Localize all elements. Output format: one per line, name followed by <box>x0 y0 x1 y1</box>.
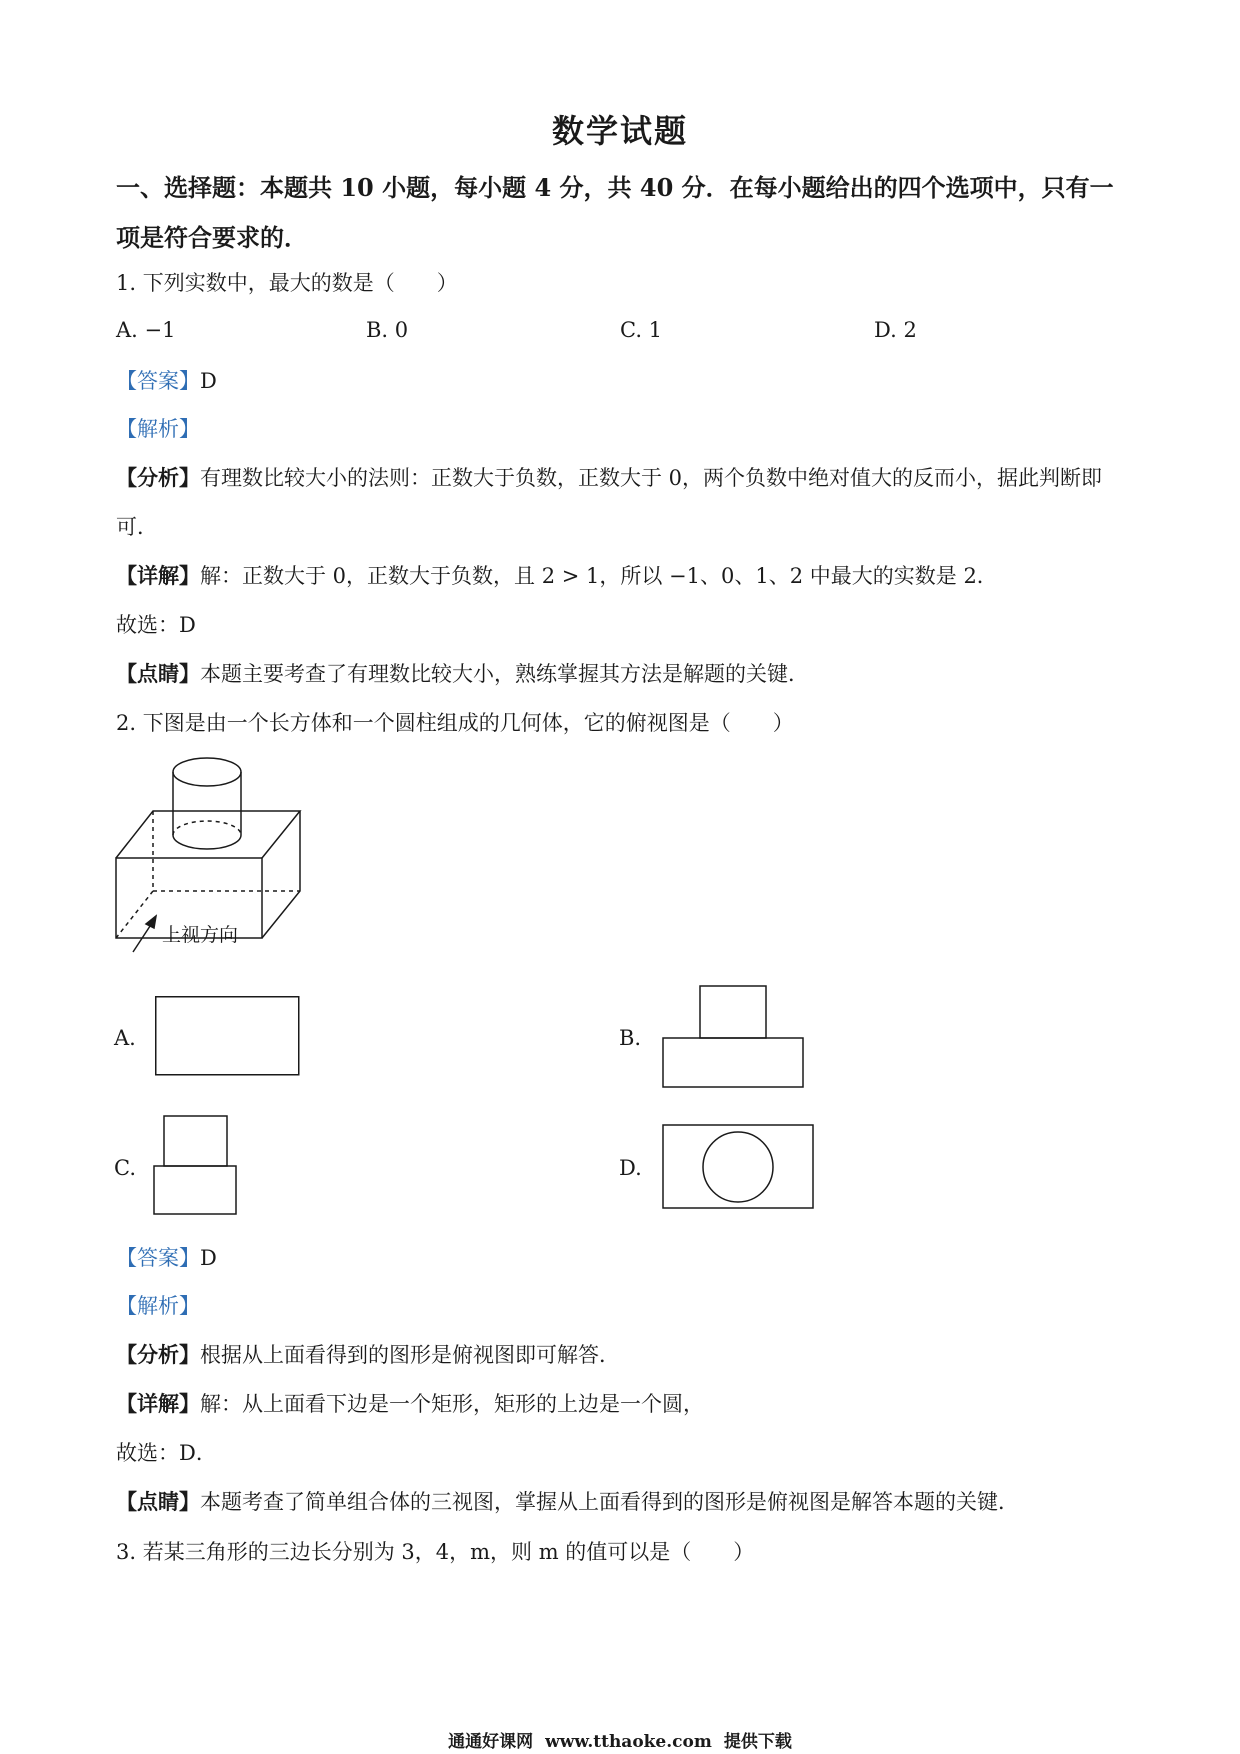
q1-option-d: D. 2 <box>874 318 917 342</box>
dianjing-text: 本题考查了简单组合体的三视图，掌握从上面看得到的图形是俯视图是解答本题的关键． <box>200 1490 1019 1514</box>
q1-option-b: B. 0 <box>366 318 409 342</box>
page-footer <box>0 1727 1240 1752</box>
q2-option-d-label: D. <box>619 1156 642 1180</box>
fenxi-text: 有理数比较大小的法则：正数大于负数，正数大于 0，两个负数中绝对值大的反而小，据此判断即 <box>200 466 1103 490</box>
q2-option-a-figure <box>155 996 300 1076</box>
q2-option-c-label: C. <box>114 1156 136 1180</box>
cylinder-top <box>173 758 241 786</box>
cylinder-bottom-back <box>173 821 241 835</box>
q2-option-b-figure <box>662 985 804 1089</box>
xiangjie-label: 【详解】 <box>116 563 200 588</box>
section-heading-line1: 一、选择题：本题共 10 小题，每小题 4 分，共 40 分．在每小题给出的四个选项中，只有一 <box>116 173 1114 202</box>
fenxi-label: 【分析】 <box>116 1342 200 1367</box>
xiangjie-text: 解：正数大于 0，正数大于负数，且 2 > 1，所以 −1、0、1、2 中最大的实数是 2． <box>200 564 998 588</box>
q2-option-d-figure <box>662 1124 814 1210</box>
q1-fenxi-line1 <box>116 463 1102 493</box>
fenxi-label: 【分析】 <box>116 465 200 490</box>
cuboid-right-face <box>262 811 300 938</box>
dianjing-label: 【点睛】 <box>116 1489 200 1514</box>
q1-option-c: C. 1 <box>620 318 663 342</box>
fenxi-text: 根据从上面看得到的图形是俯视图即可解答． <box>200 1343 620 1367</box>
q2-fenxi <box>116 1340 620 1370</box>
q1-dianjing <box>116 659 809 689</box>
q2-guxuan: 故选：D． <box>116 1441 217 1465</box>
dianjing-text: 本题主要考查了有理数比较大小，熟练掌握其方法是解题的关键． <box>200 662 809 686</box>
q1-guxuan: 故选：D <box>116 613 196 637</box>
q2-answer <box>116 1243 217 1273</box>
xiangjie-label: 【详解】 <box>116 1391 200 1416</box>
cuboid-top-face <box>116 811 300 858</box>
q2-option-b-label: B. <box>619 1026 642 1050</box>
footer-suffix: 提供下载 <box>723 1732 792 1752</box>
q2-option-c-figure <box>153 1115 238 1216</box>
q2-option-a-label: A. <box>114 1026 136 1050</box>
q2-dianjing <box>116 1487 1019 1517</box>
q2-figure-label: 上视方向 <box>162 924 239 946</box>
q3-stem: 3. 若某三角形的三边长分别为 3，4，m，则 m 的值可以是（ ） <box>116 1540 755 1564</box>
q1-xiangjie <box>116 561 998 591</box>
q1-analysis-label: 【解析】 <box>116 417 200 441</box>
answer-label: 【答案】 <box>116 1246 200 1270</box>
answer-label: 【答案】 <box>116 369 200 393</box>
q2-stem: 2. 下图是由一个长方体和一个圆柱组成的几何体，它的俯视图是（ ） <box>116 711 794 735</box>
answer-value: D <box>200 1246 217 1270</box>
q1-option-a: A. −1 <box>116 318 176 342</box>
q1-answer <box>116 366 217 396</box>
cuboid-hidden-edges <box>116 811 300 938</box>
q1-stem: 1. 下列实数中，最大的数是（ ） <box>116 271 458 295</box>
footer-site-name: 通通好课网 <box>448 1732 534 1752</box>
q1-fenxi-line2: 可． <box>116 515 158 539</box>
footer-url[interactable]: www.tthaoke.com <box>545 1732 712 1752</box>
page-title: 数学试题 <box>551 112 688 150</box>
cylinder-bottom-front <box>173 835 241 849</box>
xiangjie-text: 解：从上面看下边是一个矩形，矩形的上边是一个圆， <box>200 1392 704 1416</box>
q2-xiangjie <box>116 1389 704 1419</box>
dianjing-label: 【点睛】 <box>116 661 200 686</box>
answer-value: D <box>200 369 217 393</box>
q2-analysis-label: 【解析】 <box>116 1294 200 1318</box>
view-direction-arrow <box>133 916 156 952</box>
section-heading-line2: 项是符合要求的． <box>116 223 308 252</box>
